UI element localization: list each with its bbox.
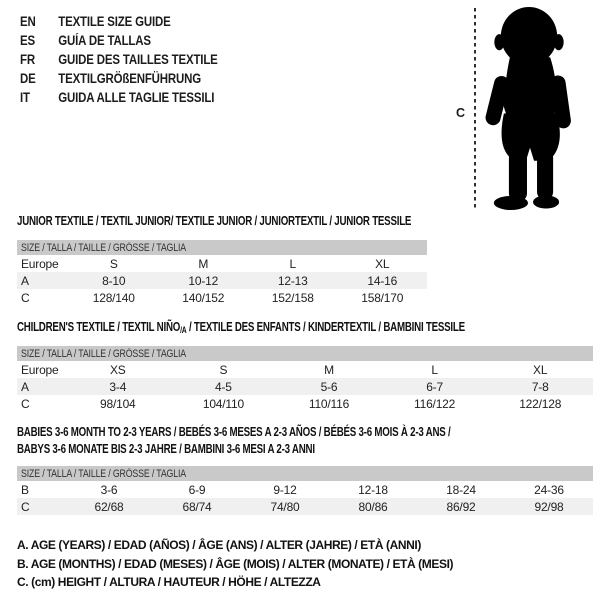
table-header-label: SIZE / TALLA / TAILLE / GRÖSSE / TAGLIA (21, 347, 186, 360)
table-row (17, 361, 593, 378)
babies-title-line: BABIES 3-6 MONTH TO 2-3 YEARS / BEBÉS 3-6 MESES A 2-3 AÑOS / BÉBÉS 3-6 MOIS À 2-3 ANS / (17, 425, 451, 439)
size-cell: 104/110 (202, 396, 244, 411)
baby-silhouette-icon (480, 5, 580, 211)
size-cell: 10-12 (188, 273, 219, 288)
table-header-label: SIZE / TALLA / TAILLE / GRÖSSE / TAGLIA (21, 467, 186, 480)
table-row (17, 378, 593, 395)
size-cell: 12-18 (358, 482, 388, 497)
size-cell: 62/68 (94, 499, 124, 514)
row-label: C (21, 499, 30, 514)
footnote-a: A. AGE (YEARS) / EDAD (AÑOS) / ÂGE (ANS) / ALTER (JAHRE) / ETÀ (ANNI) (17, 538, 421, 552)
size-cell: 116/122 (414, 396, 456, 411)
footnote-b: B. AGE (MONTHS) / EDAD (MESES) / ÂGE (MOIS) / ALTER (MONATE) / ETÀ (MESI) (17, 556, 454, 571)
language-code: EN (20, 14, 36, 29)
size-cell: 92/98 (534, 499, 564, 514)
junior-size-table (17, 240, 427, 306)
row-label: B (21, 482, 29, 497)
size-cell: 5-6 (320, 379, 338, 394)
size-cell: 4-5 (215, 379, 232, 394)
table-row (17, 255, 427, 272)
junior-section-title: JUNIOR TEXTILE / TEXTIL JUNIOR/ TEXTILE JUNIOR / JUNIORTEXTIL / JUNIOR TESSILE (17, 214, 412, 228)
babies-title-line: BABYS 3-6 MONATE BIS 2-3 JAHRE / BAMBINI 3-6 MESI A 2-3 ANNI (17, 442, 315, 456)
height-dashed-line (474, 8, 476, 208)
size-cell: M (324, 362, 334, 377)
size-cell: 74/80 (270, 499, 300, 514)
size-cell: XL (375, 256, 390, 271)
height-measure-label: C (456, 106, 466, 120)
footnote-legend (17, 536, 453, 592)
size-cell: 8-10 (102, 273, 126, 288)
row-label: C (21, 290, 30, 305)
table-row (17, 481, 593, 498)
table-header (17, 240, 427, 255)
size-cell: 6-7 (426, 379, 443, 394)
size-cell: 24-36 (534, 482, 564, 497)
size-cell: 98/104 (100, 396, 136, 411)
children-section-title (17, 319, 465, 339)
size-cell: 14-16 (367, 273, 398, 288)
language-code: DE (20, 71, 36, 86)
language-label: GUÍA DE TALLAS (58, 33, 151, 48)
size-cell: 18-24 (446, 482, 476, 497)
row-label: Europe (21, 362, 59, 377)
size-cell: 7-8 (531, 379, 549, 394)
language-label: TEXTILGRÖßENFÜHRUNG (58, 71, 202, 86)
babies-section-title (17, 424, 450, 458)
size-cell: M (198, 256, 209, 271)
language-label: TEXTILE SIZE GUIDE (58, 14, 171, 29)
row-label: Europe (21, 256, 59, 271)
size-cell: L (431, 362, 438, 377)
children-size-table (17, 346, 593, 412)
size-cell: 3-4 (109, 379, 127, 394)
size-cell: 128/140 (92, 290, 135, 305)
language-row (20, 31, 218, 50)
language-row (20, 88, 218, 107)
size-cell: 158/170 (361, 290, 404, 305)
footnote-c: C. (cm) HEIGHT / ALTURA / HAUTEUR / HÖHE / ALTEZZA (17, 575, 321, 589)
language-row (20, 12, 218, 31)
row-label: A (21, 379, 29, 394)
language-code: ES (20, 33, 35, 48)
table-row (17, 498, 593, 515)
size-cell: 122/128 (519, 396, 562, 411)
size-cell: 6-9 (188, 482, 206, 497)
size-cell: L (289, 256, 296, 271)
row-label: C (21, 396, 30, 411)
language-row (20, 50, 218, 69)
table-header-label: SIZE / TALLA / TAILLE / GRÖSSE / TAGLIA (21, 241, 186, 254)
table-header-row (17, 346, 593, 361)
size-cell: 140/152 (182, 290, 225, 305)
size-cell: 80/86 (358, 499, 388, 514)
language-row (20, 69, 218, 88)
size-cell: 86/92 (446, 499, 476, 514)
language-title-list (20, 12, 253, 107)
size-cell: 68/74 (182, 499, 212, 514)
table-header-row (17, 466, 593, 481)
table-header-row (17, 240, 427, 255)
size-cell: 152/158 (271, 290, 314, 305)
table-row (17, 272, 427, 289)
table-row (17, 395, 593, 412)
table-row (17, 289, 427, 306)
size-cell: XS (109, 362, 126, 377)
table-header (17, 346, 593, 361)
size-cell: XL (533, 362, 548, 377)
children-title-text: CHILDREN'S TEXTILE / TEXTIL NIÑO (17, 320, 181, 334)
language-label: GUIDA ALLE TAGLIE TESSILI (58, 90, 215, 105)
table-header (17, 466, 593, 481)
size-cell: 9-12 (273, 482, 297, 497)
language-code: FR (20, 52, 35, 67)
children-title-text: / TEXTILE DES ENFANTS / KINDERTEXTIL / BAMBINI TESSILE (186, 320, 465, 334)
babies-size-table (17, 466, 593, 515)
size-cell: 12-13 (277, 273, 308, 288)
size-cell: S (219, 362, 228, 377)
row-label: A (21, 273, 29, 288)
size-cell: 3-6 (100, 482, 118, 497)
language-label: GUIDE DES TAILLES TEXTILE (58, 52, 218, 67)
language-code: IT (20, 90, 30, 105)
children-title-subscript: /A (180, 325, 187, 335)
size-cell: S (109, 256, 118, 271)
size-cell: 110/116 (308, 396, 350, 411)
